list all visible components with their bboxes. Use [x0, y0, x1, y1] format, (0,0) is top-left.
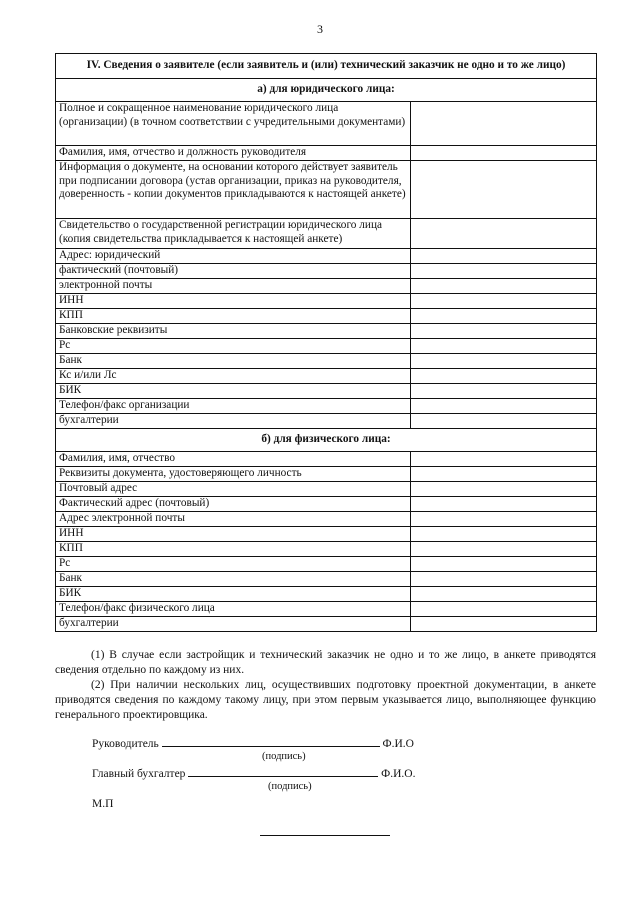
individual-row [56, 512, 597, 527]
legal-entity-row-value[interactable] [411, 294, 597, 309]
section-title-row [56, 54, 597, 79]
individual-row-label: ИНН [56, 527, 411, 542]
individual-row [56, 587, 597, 602]
legal-entity-row-label: ИНН [56, 294, 411, 309]
legal-entity-row-value[interactable] [411, 384, 597, 399]
individual-row-label: Адрес электронной почты [56, 512, 411, 527]
individual-row [56, 557, 597, 572]
individual-row-label: Банк [56, 572, 411, 587]
legal-entity-row [56, 369, 597, 384]
individual-row-value[interactable] [411, 467, 597, 482]
individual-row-value[interactable] [411, 572, 597, 587]
legal-entity-row-value[interactable] [411, 324, 597, 339]
legal-entity-row-label: КПП [56, 309, 411, 324]
individual-row [56, 527, 597, 542]
section-title: IV. Сведения о заявителе (если заявитель и (или) технический заказчик не одно и то же лицо) [56, 54, 597, 79]
individual-row [56, 617, 597, 632]
individual-row-value[interactable] [411, 482, 597, 497]
individual-row [56, 497, 597, 512]
head-signature-line [92, 735, 414, 750]
page-number: 3 [317, 22, 323, 36]
legal-entity-row-value[interactable] [411, 309, 597, 324]
footnote-2: (2) При наличии нескольких лиц, осуществивших подготовку проектной документации, в анкете приводятся сведения по каждому такому лицу, при этом первым указывается лицо, выполняющее функцию генерального проектировщика. [55, 679, 596, 721]
legal-entity-row [56, 264, 597, 279]
legal-entity-row-value[interactable] [411, 102, 597, 146]
legal-entity-row-label: БИК [56, 384, 411, 399]
legal-entity-row-value[interactable] [411, 264, 597, 279]
legal-entity-row-label: Банковские реквизиты [56, 324, 411, 339]
legal-entity-row [56, 102, 597, 146]
individual-row-label: КПП [56, 542, 411, 557]
legal-entity-row-value[interactable] [411, 354, 597, 369]
head-name: Ф.И.О [382, 738, 414, 750]
legal-entity-row [56, 339, 597, 354]
legal-entity-row [56, 354, 597, 369]
accountant-name: Ф.И.О. [381, 768, 416, 780]
legal-entity-row [56, 384, 597, 399]
individual-row-value[interactable] [411, 557, 597, 572]
individual-row-value[interactable] [411, 527, 597, 542]
legal-entity-row-label: Телефон/факс организации [56, 399, 411, 414]
legal-entity-row [56, 146, 597, 161]
legal-entity-header-row [56, 79, 597, 102]
individual-row [56, 467, 597, 482]
legal-entity-row [56, 279, 597, 294]
legal-entity-row-label: Информация о документе, на основании которого действует заявитель при подписании договора (устав организации, приказ на руководителя, доверенность - копии документов прикладываются к настоящей анкете) [56, 161, 411, 219]
legal-entity-row-label: Рс [56, 339, 411, 354]
legal-entity-row-label: фактический (почтовый) [56, 264, 411, 279]
legal-entity-row-value[interactable] [411, 399, 597, 414]
individual-row-label: Фамилия, имя, отчество [56, 452, 411, 467]
legal-entity-row [56, 399, 597, 414]
individual-row-label: БИК [56, 587, 411, 602]
individual-row-value[interactable] [411, 617, 597, 632]
individual-row-label: Реквизиты документа, удостоверяющего личность [56, 467, 411, 482]
legal-entity-row [56, 161, 597, 219]
legal-entity-row-value[interactable] [411, 279, 597, 294]
individual-row-label: Фактический адрес (почтовый) [56, 497, 411, 512]
legal-entity-row-label: бухгалтерии [56, 414, 411, 429]
legal-entity-row [56, 249, 597, 264]
footnote-1: (1) В случае если застройщик и технический заказчик не одно и то же лицо, в анкете приводятся сведения отдельно по каждому из них. [55, 649, 596, 676]
accountant-label: Главный бухгалтер [92, 768, 186, 780]
legal-entity-row-label: электронной почты [56, 279, 411, 294]
individual-row [56, 542, 597, 557]
individual-row-value[interactable] [411, 452, 597, 467]
legal-entity-row-value[interactable] [411, 146, 597, 161]
head-label: Руководитель [92, 738, 159, 750]
legal-entity-row-value[interactable] [411, 369, 597, 384]
accountant-signature-field[interactable] [188, 765, 378, 777]
legal-entity-header: а) для юридического лица: [56, 79, 597, 102]
individual-header-row [56, 429, 597, 452]
head-signature-field[interactable] [162, 735, 380, 747]
individual-row-value[interactable] [411, 512, 597, 527]
individual-row-label: бухгалтерии [56, 617, 411, 632]
individual-row-label: Почтовый адрес [56, 482, 411, 497]
individual-row-value[interactable] [411, 587, 597, 602]
individual-row [56, 602, 597, 617]
legal-entity-row-label: Банк [56, 354, 411, 369]
legal-entity-row-label: Адрес: юридический [56, 249, 411, 264]
legal-entity-row-label: Кс и/или Лс [56, 369, 411, 384]
individual-row [56, 482, 597, 497]
legal-entity-row-label: Полное и сокращенное наименование юридического лица (организации) (в точном соответствии с учредительными документами) [56, 102, 411, 146]
legal-entity-row-value[interactable] [411, 219, 597, 249]
stamp-place: М.П [92, 798, 114, 810]
legal-entity-row [56, 294, 597, 309]
head-signature-caption: (подпись) [262, 751, 306, 762]
individual-row-value[interactable] [411, 602, 597, 617]
footnotes [55, 648, 596, 723]
legal-entity-row [56, 414, 597, 429]
accountant-signature-line [92, 765, 416, 780]
individual-row-label: Телефон/факс физического лица [56, 602, 411, 617]
individual-row-value[interactable] [411, 542, 597, 557]
legal-entity-row-value[interactable] [411, 339, 597, 354]
individual-row-value[interactable] [411, 497, 597, 512]
legal-entity-row-value[interactable] [411, 249, 597, 264]
individual-row-label: Рс [56, 557, 411, 572]
legal-entity-row-label: Фамилия, имя, отчество и должность руководителя [56, 146, 411, 161]
legal-entity-row [56, 309, 597, 324]
bottom-line [260, 835, 390, 836]
legal-entity-row-value[interactable] [411, 161, 597, 219]
legal-entity-row-label: Свидетельство о государственной регистрации юридического лица (копия свидетельства прикладывается к настоящей анкете) [56, 219, 411, 249]
individual-row [56, 572, 597, 587]
accountant-signature-caption: (подпись) [268, 781, 312, 792]
individual-header: б) для физического лица: [56, 429, 597, 452]
legal-entity-row-value[interactable] [411, 414, 597, 429]
individual-row [56, 452, 597, 467]
legal-entity-row [56, 219, 597, 249]
legal-entity-row [56, 324, 597, 339]
applicant-info-table [55, 53, 597, 632]
